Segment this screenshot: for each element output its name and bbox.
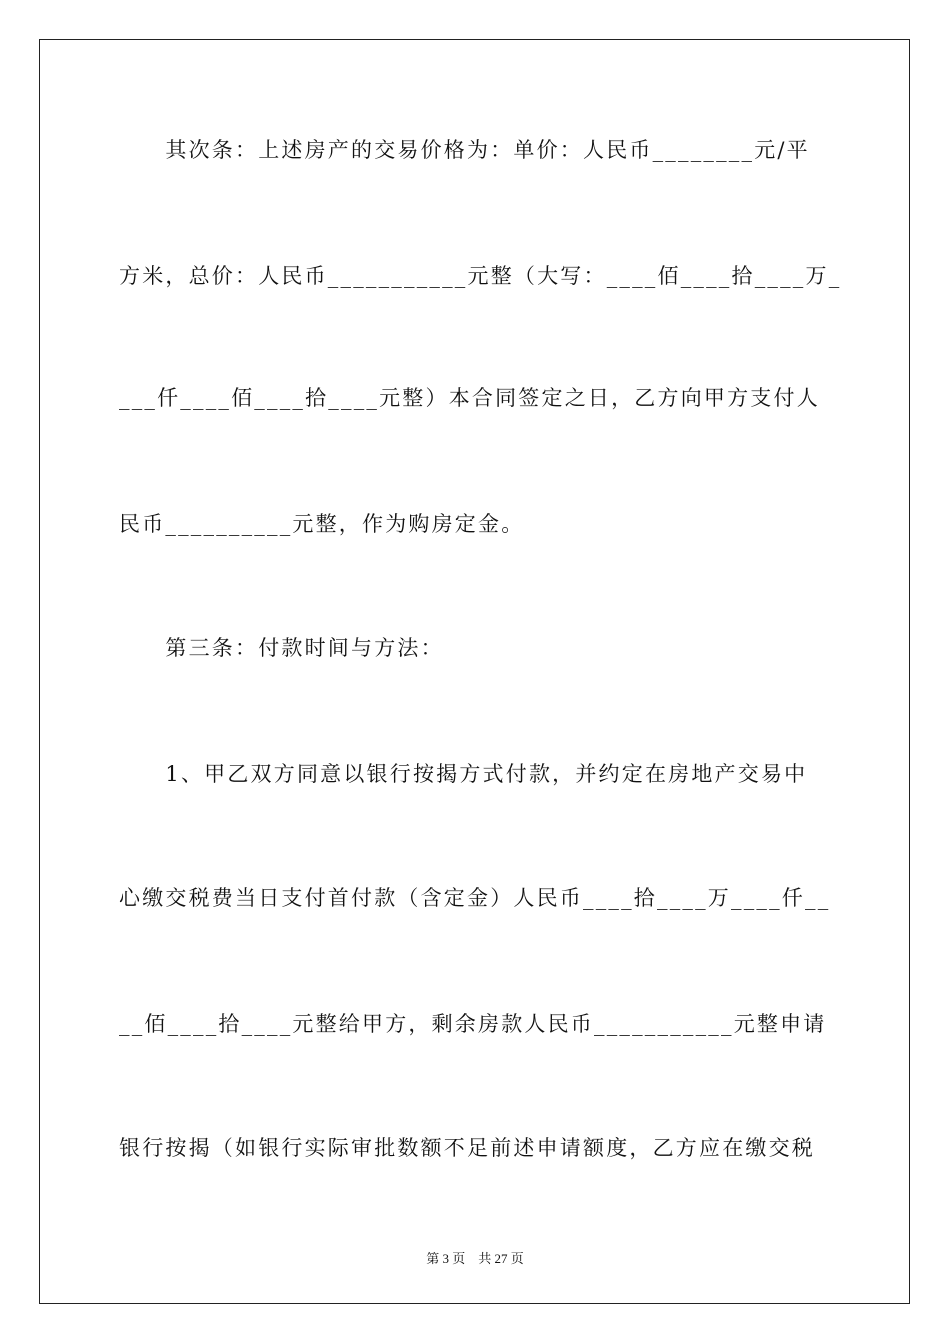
paragraph-line: 1、甲乙双方同意以银行按揭方式付款，并约定在房地产交易中 xyxy=(119,762,808,786)
paragraph-line: __佰____拾____元整给甲方，剩余房款人民币___________元整申请 xyxy=(119,1012,827,1036)
page-frame xyxy=(39,39,910,1304)
paragraph-line: 民币__________元整，作为购房定金。 xyxy=(119,512,525,536)
section-heading: 第三条：付款时间与方法： xyxy=(119,636,444,660)
page-number-footer: 第 3 页 共 27 页 xyxy=(426,1251,524,1266)
paragraph-line: ___仟____佰____拾____元整）本合同签定之日，乙方向甲方支付人 xyxy=(119,386,820,410)
paragraph-line: 银行按揭（如银行实际审批数额不足前述申请额度，乙方应在缴交税 xyxy=(119,1136,815,1160)
paragraph-line: 方米，总价：人民币___________元整（大写：____佰____拾____万_ xyxy=(119,264,842,288)
paragraph-line: 其次条：上述房产的交易价格为：单价：人民币________元/平 xyxy=(119,138,810,162)
paragraph-line: 心缴交税费当日支付首付款（含定金）人民币____拾____万____仟__ xyxy=(119,886,831,910)
